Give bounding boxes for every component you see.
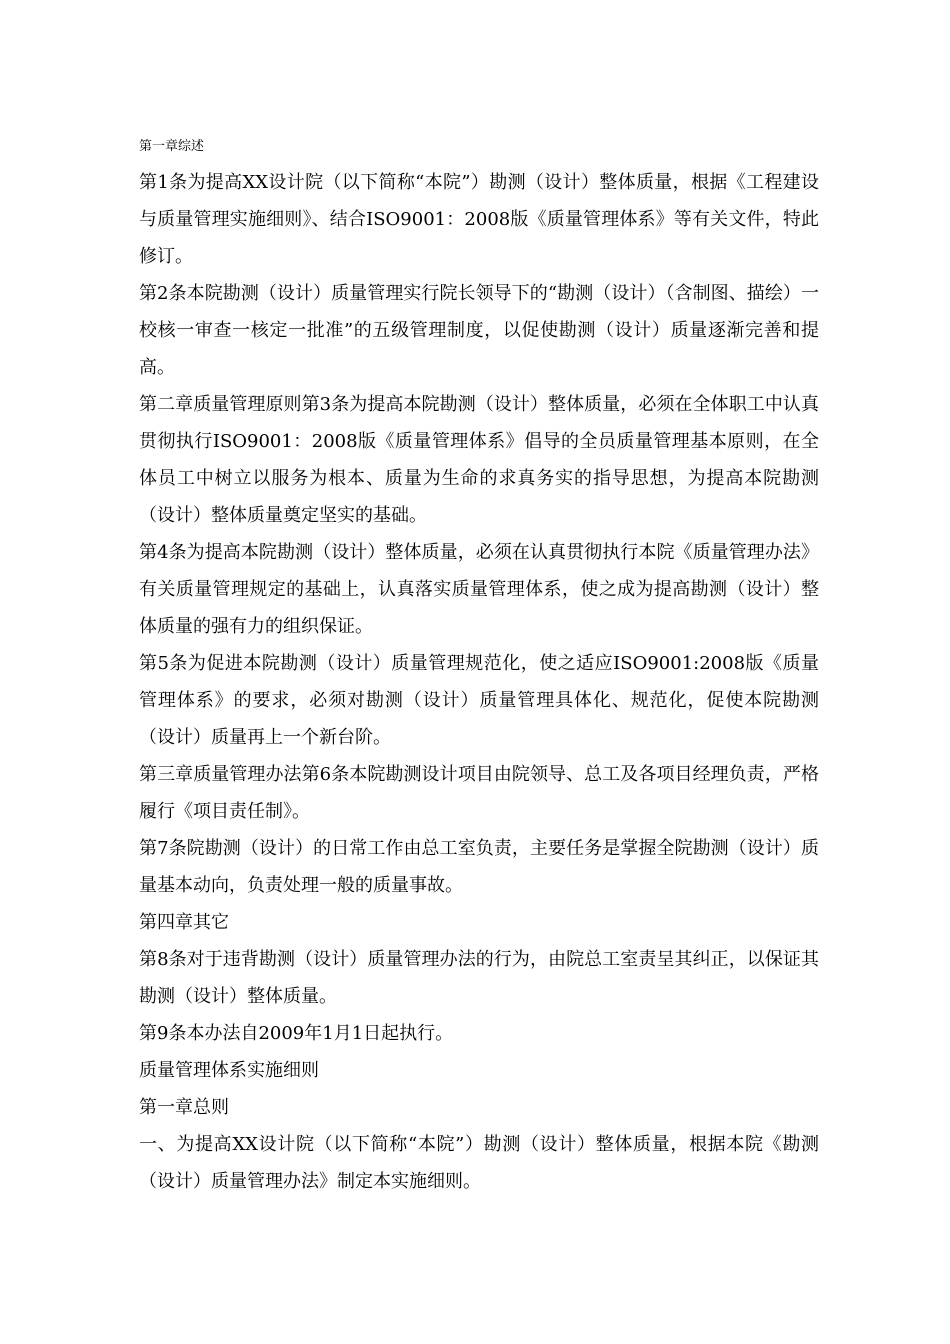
paragraph-chapter-3-article-6: 第三章质量管理办法第6条本院勘测设计项目由院领导、总工及各项目经理负责，严格履行《项目责任制》。 [139,764,819,822]
chapter-4-heading: 第四章其它 [139,912,229,933]
paragraph-article-4: 第4条为提高本院勘测（设计）整体质量，必须在认真贯彻执行本院《质量管理办法》有关质量管理规定的基础上，认真落实质量管理体系，使之成为提高勘测（设计）整体质量的强有力的组织保证。 [139,542,819,637]
paragraph-article-2: 第2条本院勘测（设计）质量管理实行院长领导下的“勘测（设计）（含制图、描绘）一校核一审查一核定一批准”的五级管理制度，以促使勘测（设计）质量逐渐完善和提高。 [139,283,819,378]
chapter-heading: 第一章综述 [139,139,205,154]
chapter-1-general-heading: 第一章总则 [139,1097,229,1118]
document-body [139,136,819,1200]
paragraph-article-7: 第7条院勘测（设计）的日常工作由总工室负责，主要任务是掌握全院勘测（设计）质量基本动向，负责处理一般的质量事故。 [139,838,819,896]
paragraph-article-8: 第8条对于违背勘测（设计）质量管理办法的行为，由院总工室责呈其纠正，以保证其勘测（设计）整体质量。 [139,949,819,1007]
section-title-implementation-rules: 质量管理体系实施细则 [139,1060,319,1081]
paragraph-article-9: 第9条本办法自2009年1月1日起执行。 [139,1023,454,1044]
paragraph-chapter-2-article-3: 第二章质量管理原则第3条为提高本院勘测（设计）整体质量，必须在全体职工中认真贯彻执行ISO9001：2008版《质量管理体系》倡导的全员质量管理基本原则，在全体员工中树立以服务为根本、质量为生命的求真务实的指导思想，为提高本院勘测（设计）整体质量奠定坚实的基础。 [139,394,819,526]
paragraph-rule-1: 一、为提高XX设计院（以下简称“本院”）勘测（设计）整体质量，根据本院《勘测（设计）质量管理办法》制定本实施细则。 [139,1134,819,1192]
paragraph-article-1: 第1条为提高XX设计院（以下简称“本院”）勘测（设计）整体质量，根据《工程建设与质量管理实施细则》、结合ISO9001：2008版《质量管理体系》等有关文件，特此修订。 [139,172,819,267]
paragraph-article-5: 第5条为促进本院勘测（设计）质量管理规范化，使之适应ISO9001:2008版《质量管理体系》的要求，必须对勘测（设计）质量管理具体化、规范化，促使本院勘测（设计）质量再上一个新台阶。 [139,653,819,748]
